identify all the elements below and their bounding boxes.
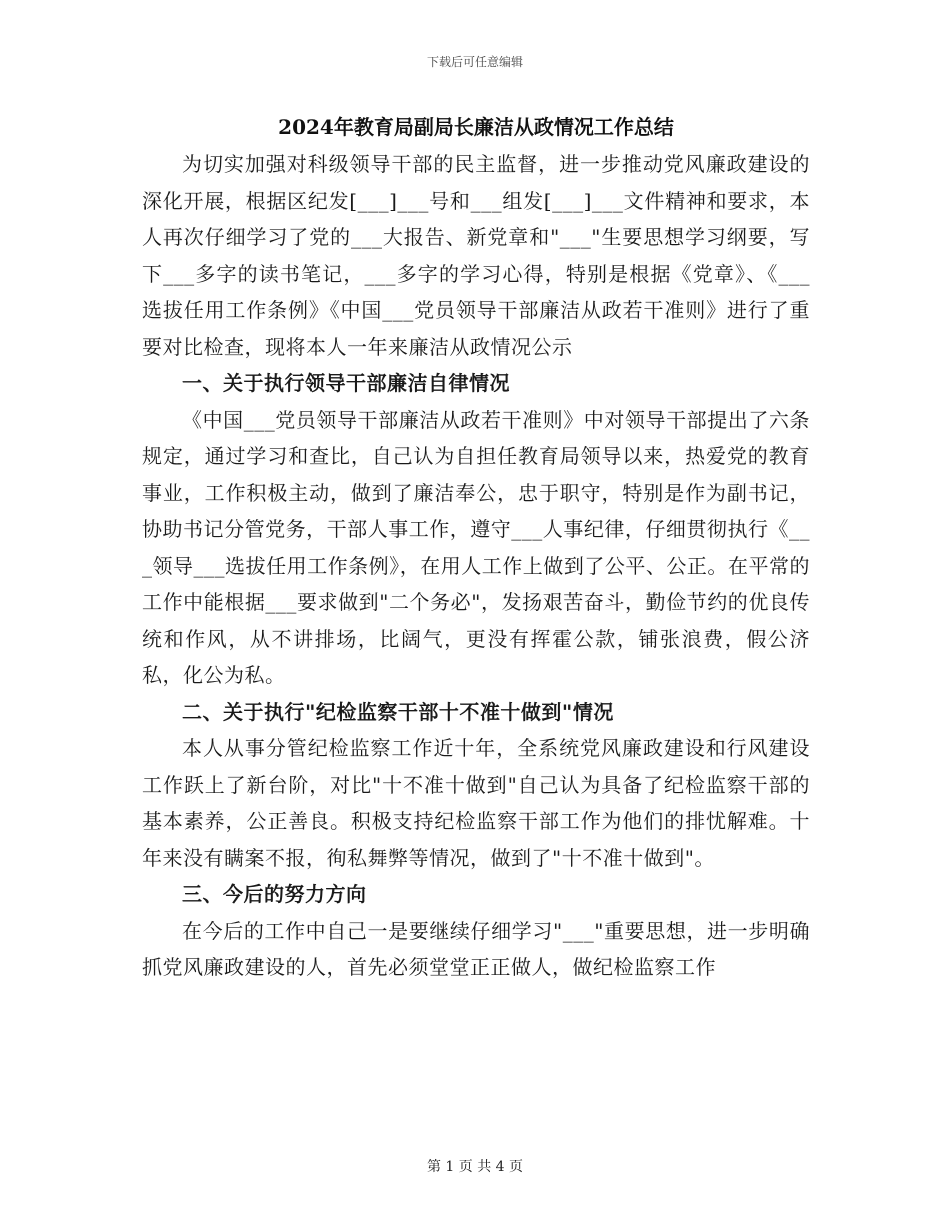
document-title: 2024年教育局副局长廉洁从政情况工作总结 [278,115,674,139]
page-number: 第 1 页 共 4 页 [426,1159,524,1175]
section-body-1: 《中国___党员领导干部廉洁从政若干准则》中对领导干部提出了六条规定，通过学习和查比，自己认为自担任教育局领导以来，热爱党的教育事业，工作积极主动，做到了廉洁奉公，忠于职守，特别是作为副书记，协助书记分管党务，干部人事工作，遵守___人事纪律，仔细贯彻执行《___领导___选拔任用工作条例》，在用人工作上做到了公平、公正。在平常的工作中能根据___要求做到"二个务必"，发扬艰苦奋斗，勤俭节约的优良传统和作风，从不讲排场，比阔气，更没有挥霍公款，铺张浪费，假公济私，化公为私。 [142,407,810,687]
section-heading-1: 一、关于执行领导干部廉洁自律情况 [182,371,510,395]
intro-paragraph: 为切实加强对科级领导干部的民主监督，进一步推动党风廉政建设的深化开展，根据区纪发[___]___号和___组发[___]___文件精神和要求，本人再次仔细学习了党的___大报告、新党章和"___"生要思想学习纲要，写下___多字的读书笔记，___多字的学习心得，特别是根据《党章》、《___选拔任用工作条例》《中国___党员领导干部廉洁从政若干准则》进行了重要对比检查，现将本人一年来廉洁从政情况公示 [142,152,810,359]
document-body [142,110,810,986]
section-heading-3: 三、今后的努力方向 [182,882,367,906]
section-body-2: 本人从事分管纪检监察工作近十年，全系统党风廉政建设和行风建设工作跃上了新台阶，对比"十不准十做到"自己认为具备了纪检监察干部的基本素养，公正善良。积极支持纪检监察干部工作为他们的排忧解难。十年来没有瞒案不报，徇私舞弊等情况，做到了"十不准十做到"。 [142,736,810,870]
section-body-3: 在今后的工作中自己一是要继续仔细学习"___"重要思想，进一步明确抓党风廉政建设的人，首先必须堂堂正正做人，做纪检监察工作 [142,918,810,979]
section-heading-2: 二、关于执行"纪检监察干部十不准十做到"情况 [182,699,614,724]
page-header-note: 下载后可任意编辑 [426,55,523,69]
